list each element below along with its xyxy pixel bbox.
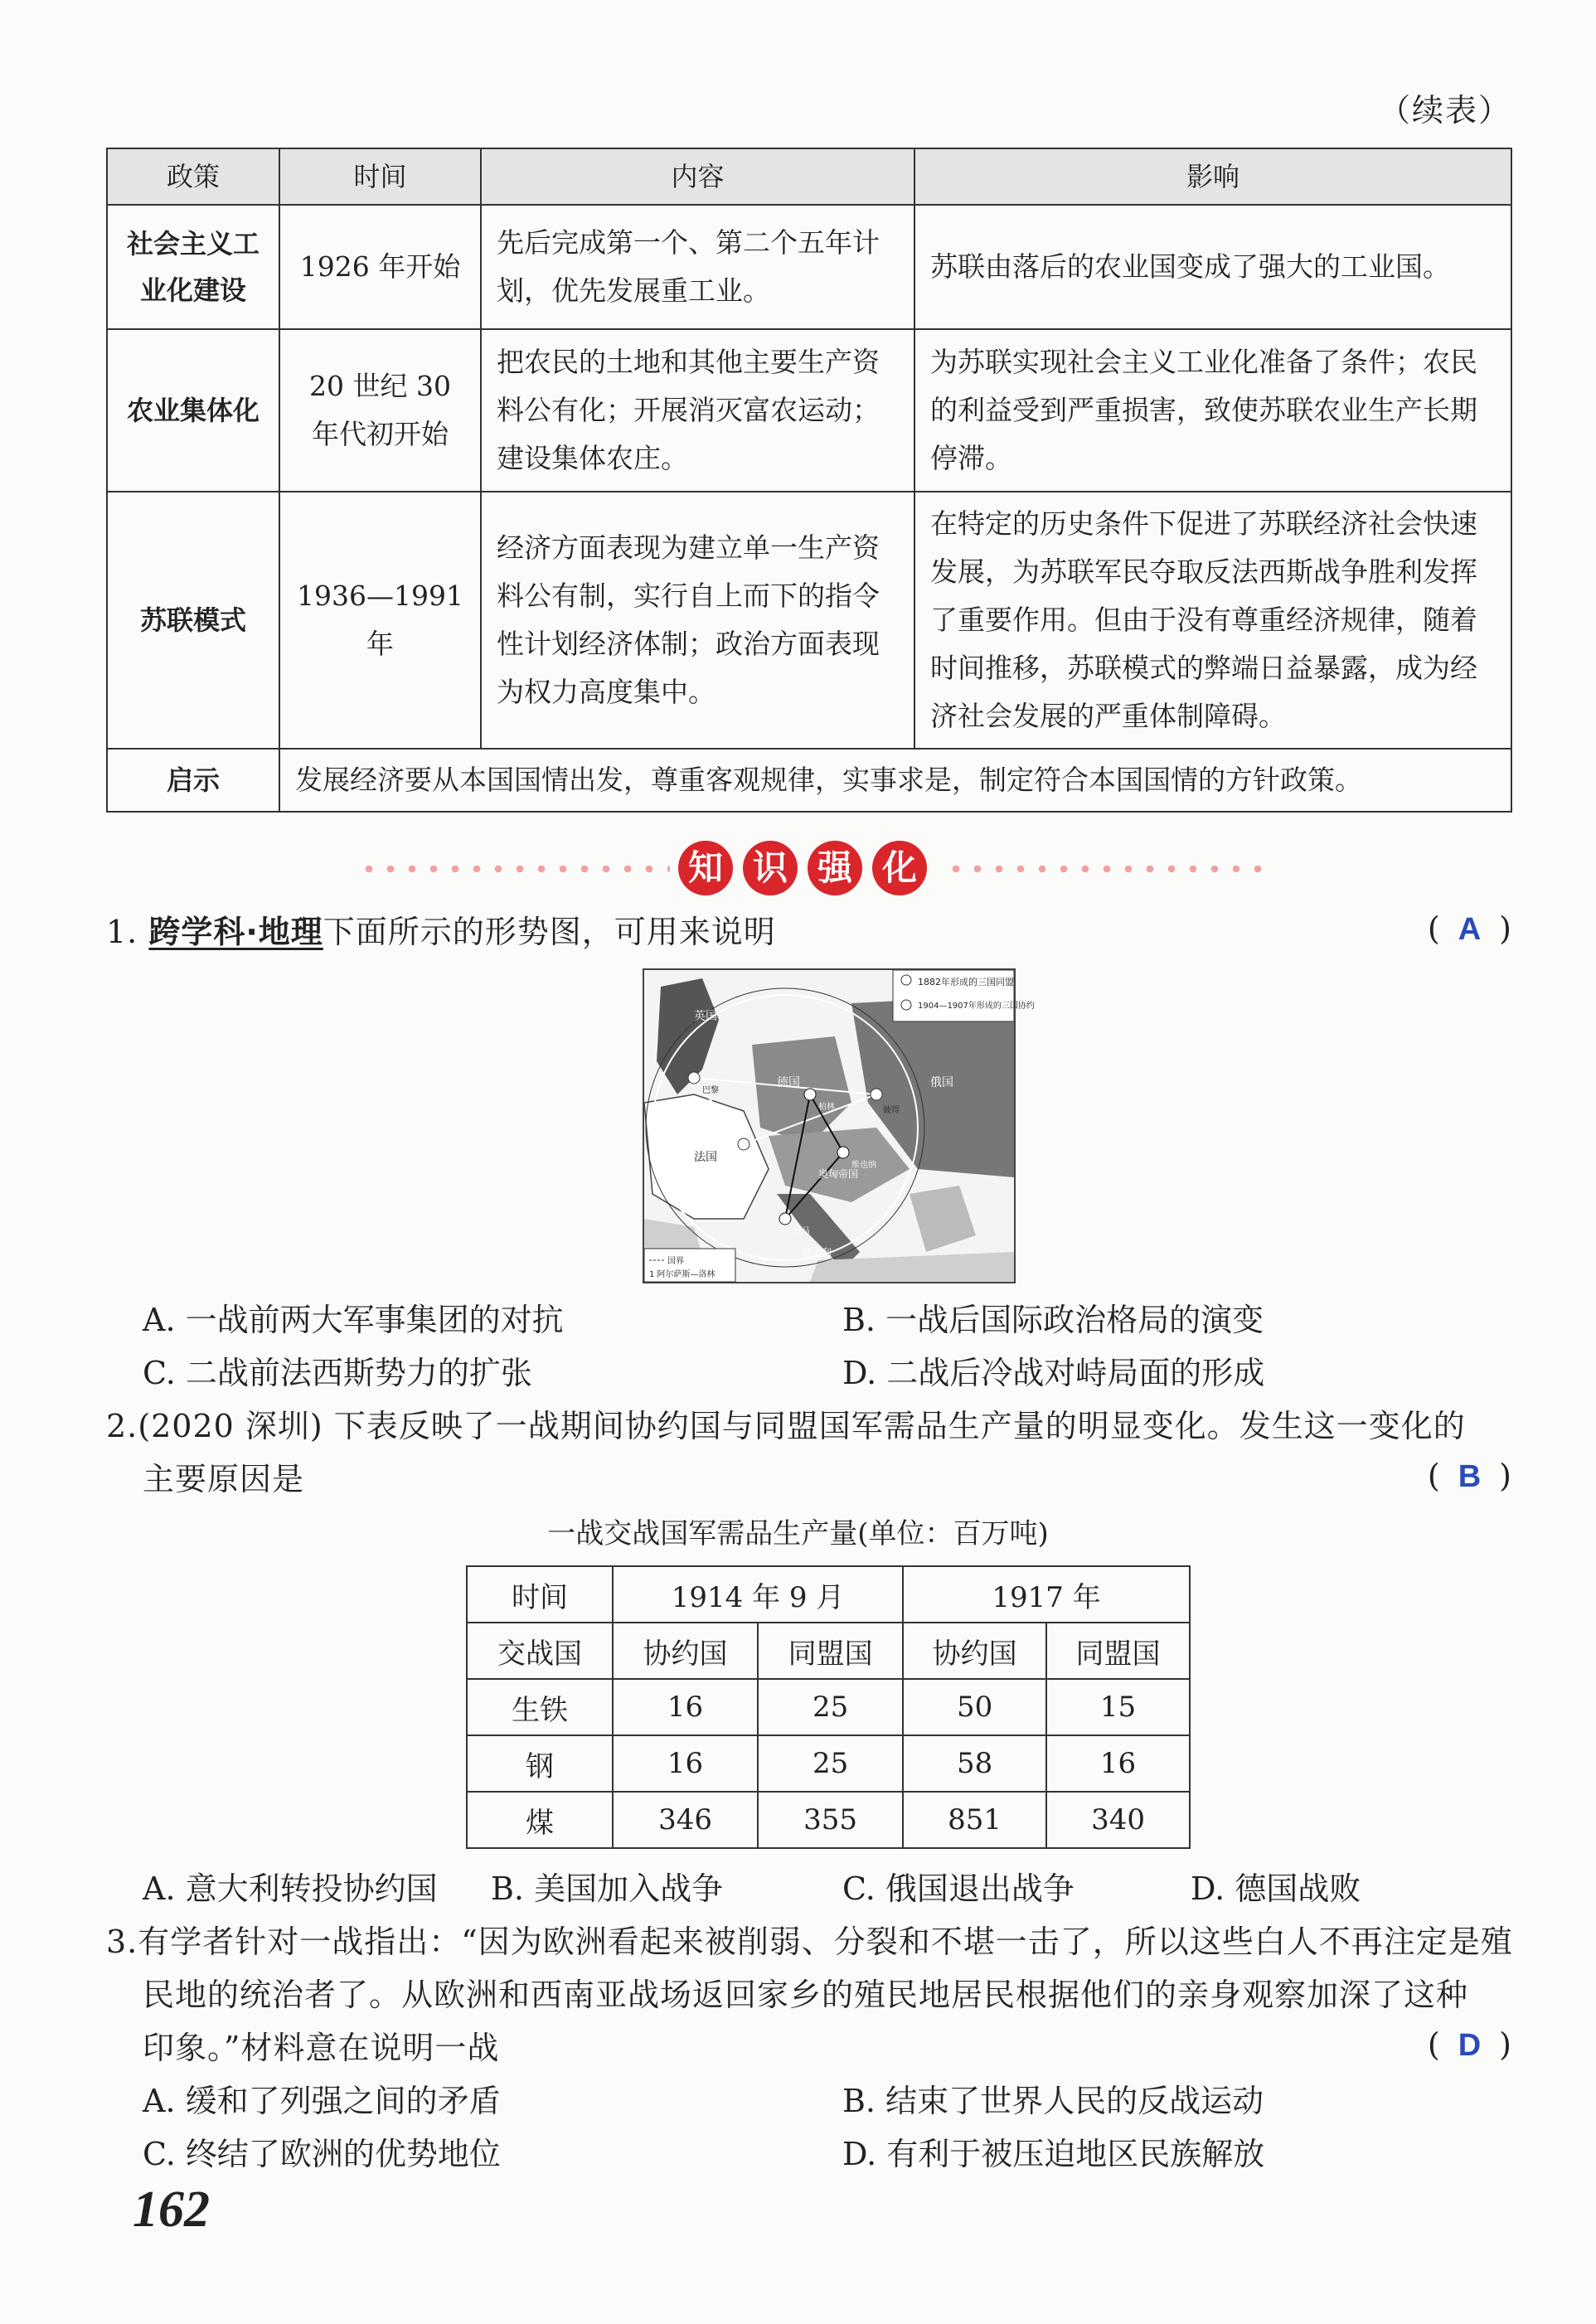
question-text: 有学者针对一战指出：“因为欧洲看起来被削弱、分裂和不堪一击了，所以这些白人不再注定是殖 <box>138 1924 1513 1960</box>
table-cell: 1914 年 9 月 <box>613 1566 903 1623</box>
map-graphic <box>644 970 1035 1282</box>
map-legend-alliance: 1882年形成的三国同盟 <box>918 977 1014 987</box>
table-row <box>467 1679 1190 1735</box>
impact-cell: 在特定的历史条件下促进了苏联经济社会快速发展，为苏联军民夺取反法西斯战争胜利发挥了重要作用。但由于没有尊重经济规律，随着时间推移，苏联模式的弊端日益暴露，成为经济社会发展的严重体制障碍。 <box>914 492 1511 749</box>
table-cell: 16 <box>1046 1735 1190 1792</box>
option-c: C. 二战前法西斯势力的扩张 <box>143 1355 532 1391</box>
map-label: 意大利 <box>802 1247 832 1259</box>
policy-cell: 苏联模式 <box>107 492 279 749</box>
table-row <box>467 1792 1190 1848</box>
map-label: 英国 <box>694 1010 717 1023</box>
question-2-line2: 主要原因是 <box>143 1461 305 1497</box>
answer-2: ( B ) <box>1427 1458 1511 1494</box>
table-cell: 1917 年 <box>903 1566 1190 1623</box>
table-row <box>467 1735 1190 1792</box>
inspiration-label: 启示 <box>107 749 279 812</box>
option-d: D. 二战后冷战对峙局面的形成 <box>842 1355 1265 1391</box>
map-label: 维也纳 <box>851 1161 876 1170</box>
banner-dots-left <box>358 866 670 872</box>
table-cell: 协约国 <box>613 1623 758 1679</box>
time-cell: 1936—1991 年 <box>279 492 481 749</box>
table-cell: 煤 <box>467 1792 613 1848</box>
answer-value: B <box>1458 1459 1482 1494</box>
option-b: B. 一战后国际政治格局的演变 <box>842 1302 1264 1338</box>
time-cell: 1926 年开始 <box>279 205 481 329</box>
question-text: (2020 深圳) 下表反映了一战期间协约国与同盟国军需品生产量的明显变化。发生这一变化的 <box>138 1408 1466 1444</box>
option-d: D. 德国战败 <box>1191 1870 1361 1907</box>
time-cell: 20 世纪 30 年代初开始 <box>279 329 481 492</box>
table-cell: 15 <box>1046 1679 1190 1735</box>
map-legend-border: 国界 <box>667 1257 684 1266</box>
table-cell: 346 <box>613 1792 758 1848</box>
header-cell: 内容 <box>481 148 914 205</box>
map-legend-alsace: 1 阿尔萨斯—洛林 <box>649 1270 716 1279</box>
map-label: 巴黎 <box>702 1086 719 1095</box>
map-label: 罗马 <box>793 1227 810 1236</box>
table-cell: 851 <box>903 1792 1046 1848</box>
question-text: 下面所示的形势图，可用来说明 <box>323 914 776 950</box>
table-cell: 25 <box>758 1735 903 1792</box>
question-3-line3: 印象。”材料意在说明一战 <box>143 2030 500 2066</box>
table-cell: 25 <box>758 1679 903 1735</box>
table-cell: 时间 <box>467 1566 613 1623</box>
munitions-table <box>466 1565 1191 1849</box>
banner-char: 强 <box>808 841 862 895</box>
question-number: 1. <box>106 914 138 950</box>
option-c: C. 俄国退出战争 <box>842 1870 1075 1907</box>
map-label: 柏林 <box>818 1103 835 1112</box>
map-label: 奥匈帝国 <box>818 1168 859 1180</box>
header-cell: 政策 <box>107 148 279 205</box>
map-legend-entente: 1904—1907年形成的三国协约 <box>918 1002 1035 1011</box>
table-cell: 50 <box>903 1679 1046 1735</box>
table-row <box>107 205 1511 329</box>
table-cell: 355 <box>758 1792 903 1848</box>
europe-alliance-map <box>643 968 1035 1283</box>
content-cell: 先后完成第一个、第二个五年计划，优先发展重工业。 <box>481 205 914 329</box>
answer-value: D <box>1458 2028 1482 2063</box>
table-row <box>467 1566 1190 1623</box>
option-a: A. 一战前两大军事集团的对抗 <box>143 1302 564 1338</box>
continued-label: （续表） <box>1378 92 1511 129</box>
option-b: B. 美国加入战争 <box>491 1870 724 1907</box>
impact-cell: 苏联由落后的农业国变成了强大的工业国。 <box>914 205 1511 329</box>
banner-char: 知 <box>678 841 733 895</box>
map-label: 彼得 <box>883 1106 900 1115</box>
table-cell: 钢 <box>467 1735 613 1792</box>
table-cell: 340 <box>1046 1792 1190 1848</box>
table-title: 一战交战国军需品生产量(单位：百万吨) <box>547 1517 1049 1550</box>
banner-dots-right <box>945 866 1272 872</box>
content-cell: 把农民的土地和其他主要生产资料公有化；开展消灭富农运动；建设集体农庄。 <box>481 329 914 492</box>
table-cell: 58 <box>903 1735 1046 1792</box>
table-row <box>107 329 1511 492</box>
table-cell: 16 <box>613 1735 758 1792</box>
impact-cell: 为苏联实现社会主义工业化准备了条件；农民的利益受到严重损害，致使苏联农业生产长期停滞。 <box>914 329 1511 492</box>
answer-1: ( A ) <box>1427 910 1511 947</box>
option-a: A. 意大利转投协约国 <box>143 1870 438 1907</box>
header-cell: 影响 <box>914 148 1511 205</box>
table-cell: 同盟国 <box>758 1623 903 1679</box>
policy-table-header <box>107 148 1511 205</box>
policy-cell: 社会主义工业化建设 <box>107 205 279 329</box>
table-row <box>467 1623 1190 1679</box>
option-d: D. 有利于被压迫地区民族解放 <box>842 2136 1265 2172</box>
question-2 <box>106 1400 1466 1453</box>
map-label: 法国 <box>694 1151 717 1164</box>
policy-cell: 农业集体化 <box>107 329 279 492</box>
map-label: 德国 <box>777 1076 800 1089</box>
inspiration-text: 发展经济要从本国国情出发，尊重客观规律，实事求是，制定符合本国国情的方针政策。 <box>279 749 1511 812</box>
table-cell: 交战国 <box>467 1623 613 1679</box>
banner-char: 化 <box>872 841 927 895</box>
table-cell: 16 <box>613 1679 758 1735</box>
table-cell: 同盟国 <box>1046 1623 1190 1679</box>
page-number: 162 <box>133 2181 210 2238</box>
question-number: 3. <box>106 1924 138 1960</box>
question-3-line2: 民地的统治者了。从欧洲和西南亚战场返回家乡的殖民地居民根据他们的亲身观察加深了这种 <box>143 1977 1469 2013</box>
answer-3: ( D ) <box>1427 2026 1511 2063</box>
question-number: 2. <box>106 1408 138 1444</box>
question-1 <box>106 905 776 958</box>
option-a: A. 缓和了列强之间的矛盾 <box>143 2083 501 2119</box>
table-cell: 协约国 <box>903 1623 1046 1679</box>
option-c: C. 终结了欧洲的优势地位 <box>143 2136 501 2172</box>
header-cell: 时间 <box>279 148 481 205</box>
table-row <box>107 749 1511 812</box>
answer-value: A <box>1458 912 1482 947</box>
map-label: 俄国 <box>930 1076 953 1089</box>
question-3 <box>106 1915 1513 1968</box>
content-cell: 经济方面表现为建立单一生产资料公有制，实行自上而下的指令性计划经济体制；政治方面表现为权力高度集中。 <box>481 492 914 749</box>
section-banner <box>0 836 1596 902</box>
cross-discipline-tag: 跨学科·地理 <box>148 914 323 950</box>
policy-table <box>106 148 1512 813</box>
banner-char: 识 <box>743 841 798 895</box>
table-row <box>107 492 1511 749</box>
option-b: B. 结束了世界人民的反战运动 <box>842 2083 1264 2119</box>
table-cell: 生铁 <box>467 1679 613 1735</box>
